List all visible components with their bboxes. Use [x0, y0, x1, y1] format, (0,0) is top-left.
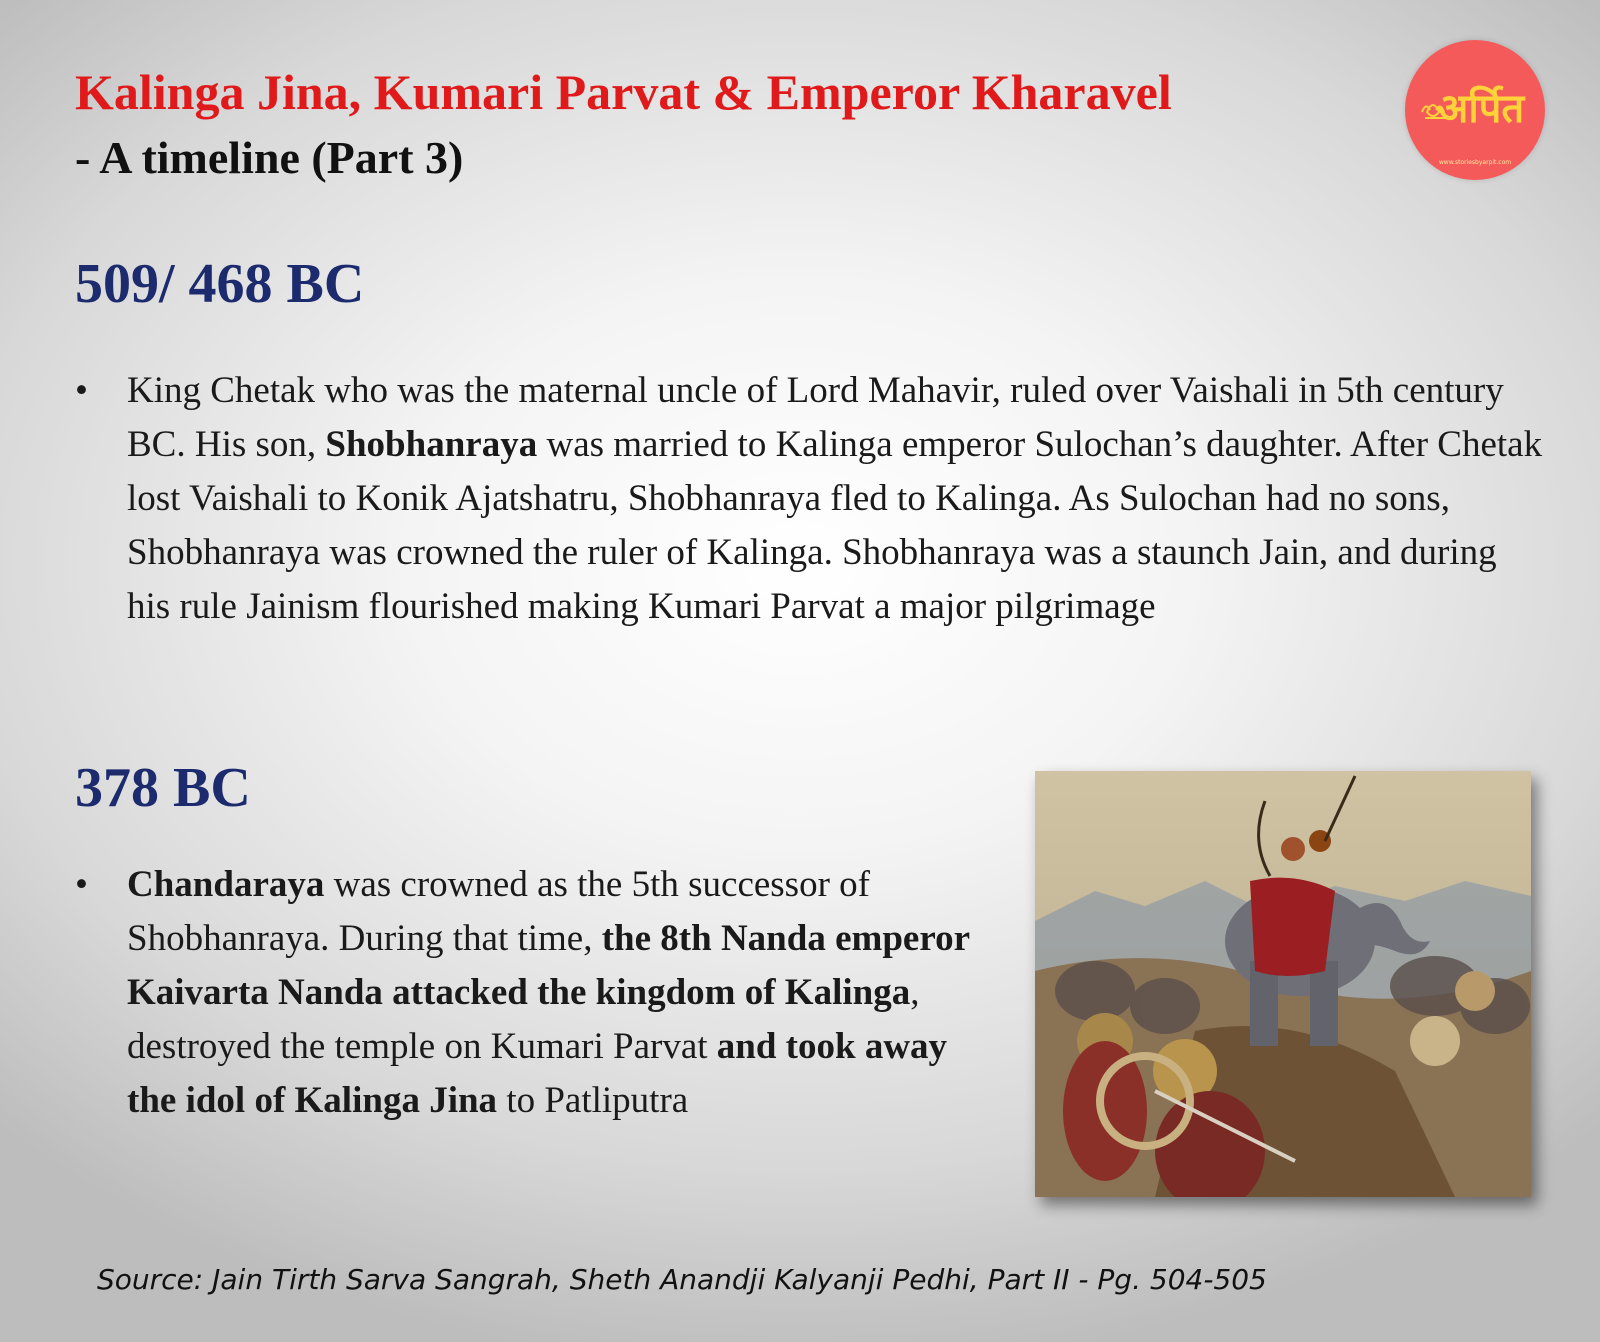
text-run: , destroyed the temple on Kumari Parvat — [127, 972, 920, 1067]
bullet-dot: • — [75, 864, 88, 905]
source-citation: Source: Jain Tirth Sarva Sangrah, Sheth Anandji Kalyanji Pedhi, Part II - Pg. 504-505 — [97, 1263, 1267, 1296]
bold-run: the 8th Nanda emperor Kaivarta Nanda attacked the kingdom of Kalinga — [127, 918, 970, 1013]
section-bullet-2 — [75, 858, 995, 1128]
logo-text: अर्पित — [1437, 86, 1525, 132]
battle-painting-icon — [1035, 771, 1531, 1197]
page-title: Kalinga Jina, Kumari Parvat & Emperor Kharavel — [75, 64, 1172, 120]
bullet-text — [127, 858, 995, 1128]
bold-run: Chandaraya — [127, 864, 325, 905]
bullet-text — [127, 364, 1545, 634]
text-run: was married to Kalinga emperor Sulochan’s daughter. After Chetak lost Vaishali to Konik Ajatshatru, Shobhanraya fled to Kalinga. As Sulochan had no sons, Shobhanraya was crowned the ruler of Kalinga. Shobhanraya was a staunch Jain, and during his rule Jainism flourished making Kumari Parvat a major pilgrimage — [127, 424, 1543, 627]
text-run: was crowned as the 5th successor of Shobhanraya. During that time, — [127, 864, 870, 959]
text-run: King Chetak who was the maternal uncle of Lord Mahavir, ruled over Vaishali in 5th century BC. His son, — [127, 370, 1504, 465]
section-heading-2: 378 BC — [75, 757, 251, 819]
logo-url: www.storiesbyarpit.com — [1438, 159, 1512, 166]
arpit-logo-icon — [1405, 40, 1545, 180]
section-bullet-1 — [75, 364, 1545, 634]
section-heading-1: 509/ 468 BC — [75, 253, 365, 315]
bold-run: Shobhanraya — [325, 424, 538, 465]
page-subtitle: - A timeline (Part 3) — [75, 132, 464, 183]
text-run: to Patliputra — [497, 1080, 689, 1121]
bullet-dot: • — [75, 370, 88, 411]
bold-run: and took away the idol of Kalinga Jina — [127, 1026, 948, 1121]
